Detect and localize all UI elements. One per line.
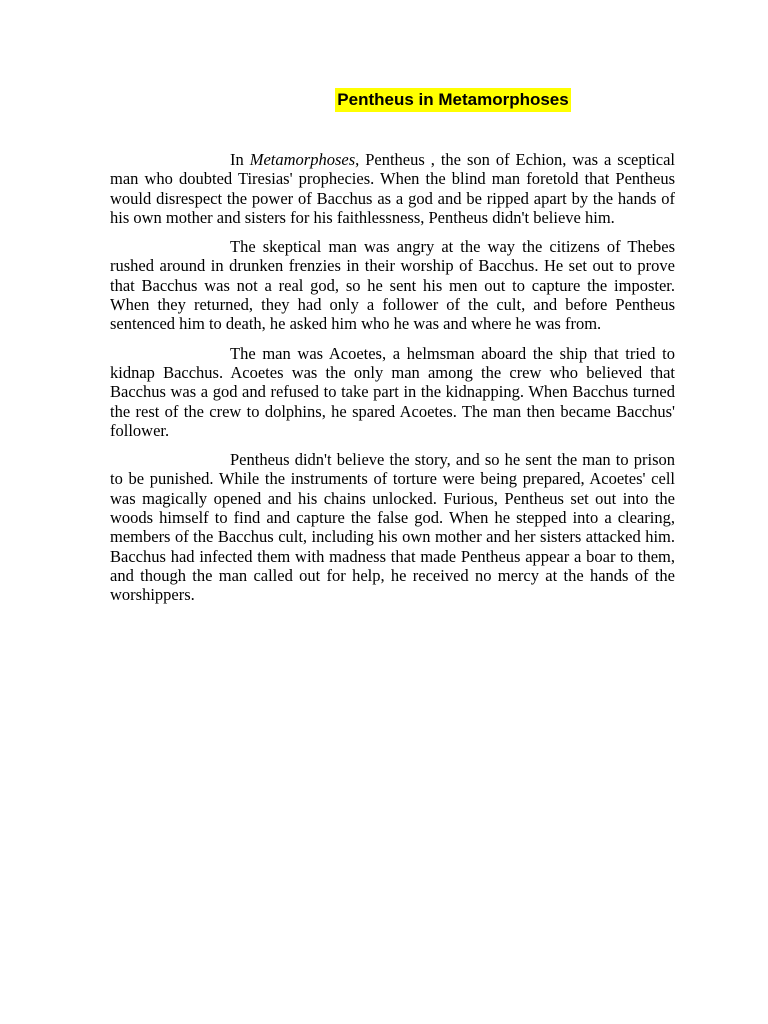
paragraph-2: The skeptical man was angry at the way the citizens of Thebes rushed around in drunken frenzies in their worship of Bacchus. He set out to prove that Bacchus was not a real god, so he sent his men out to capture the imposter. When they returned, they had only a follower of the cult, and before Pentheus sentenced him to death, he asked him who he was and where he was from.	[110, 237, 675, 334]
paragraph-1	[110, 150, 675, 227]
document-body	[110, 150, 675, 615]
paragraph-1-lead: In	[230, 150, 250, 169]
paragraph-1-italic-title: Metamorphoses	[249, 150, 356, 169]
paragraph-3: The man was Acoetes, a helmsman aboard the ship that tried to kidnap Bacchus. Acoetes was the only man among the crew who believed that Bacchus was a god and refused to take part in the kidnapping. When Bacchus turned the rest of the crew to dolphins, he spared Acoetes. The man then became Bacchus' follower.	[110, 343, 675, 440]
paragraph-1-text: , Pentheus , the son of Echion, was a sceptical man who doubted Tiresias' prophecies. When the blind man foretold that Pentheus would disrespect the power of Bacchus as a god and be ripped apart by the hands of his own mother and sisters for his faithlessness, Pentheus didn't believe him.	[110, 150, 676, 227]
document-title: Pentheus in Metamorphoses	[335, 88, 570, 112]
title-container	[0, 88, 768, 112]
paragraph-4: Pentheus didn't believe the story, and so he sent the man to prison to be punished. While the instruments of torture were being prepared, Acoetes' cell was magically opened and his chains unlocked. Furious, Pentheus set out into the woods himself to find and capture the false god. When he stepped into a clearing, members of the Bacchus cult, including his own mother and her sisters attacked him. Bacchus had infected them with madness that made Pentheus appear a boar to them, and though the man called out for help, he received no mercy at the hands of the worshippers.	[110, 450, 675, 605]
